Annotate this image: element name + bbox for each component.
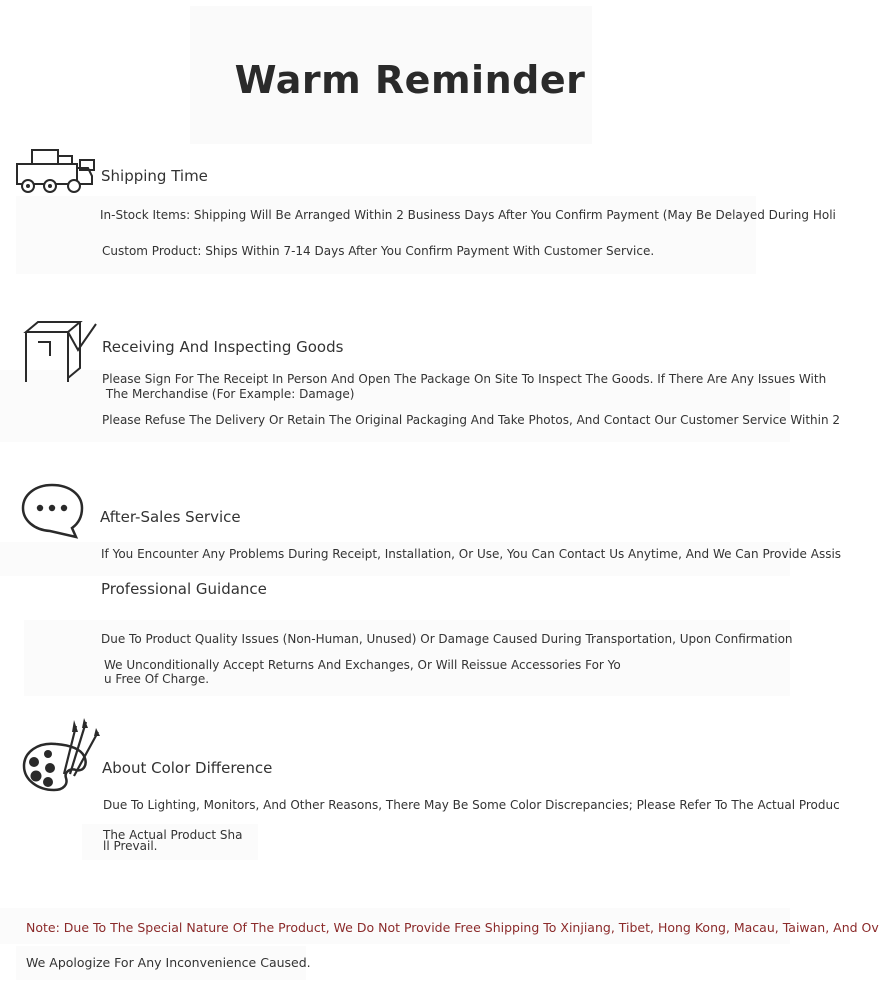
- shipping-line-1: In-Stock Items: Shipping Will Be Arranged Within 2 Business Days After You Confirm Payment (May Be Delayed During Holi: [100, 208, 836, 222]
- shipping-note: Note: Due To The Special Nature Of The Product, We Do Not Provide Free Shipping To Xinjiang, Tibet, Hong Kong, Macau, Taiwan, And Ov: [26, 920, 879, 935]
- chat-bubble-icon: [20, 482, 86, 540]
- receiving-heading: Receiving And Inspecting Goods: [102, 338, 344, 356]
- receiving-line-1: Please Sign For The Receipt In Person And Open The Package On Site To Inspect The Goods. If There Are Any Issues With: [102, 372, 827, 386]
- professional-guidance-heading: Professional Guidance: [101, 580, 267, 598]
- page-title: Warm Reminder: [234, 58, 586, 102]
- paint-palette-icon: [20, 718, 102, 792]
- color-line-2: The Actual Product Sha: [103, 828, 243, 842]
- after-sales-heading: After-Sales Service: [100, 508, 241, 526]
- receiving-line-2: The Merchandise (For Example: Damage): [102, 387, 355, 401]
- truck-icon: [14, 146, 100, 196]
- shipping-line-2: Custom Product: Ships Within 7-14 Days After You Confirm Payment With Customer Service.: [102, 244, 655, 258]
- guidance-line-2: We Unconditionally Accept Returns And Exchanges, Or Will Reissue Accessories For Yo: [104, 658, 621, 672]
- box-icon: [22, 320, 100, 386]
- guidance-line-3: u Free Of Charge.: [104, 672, 210, 686]
- apology-text: We Apologize For Any Inconvenience Caused.: [26, 955, 311, 970]
- color-heading: About Color Difference: [102, 759, 273, 777]
- color-line-1: Due To Lighting, Monitors, And Other Reasons, There May Be Some Color Discrepancies; Please Refer To The Actual Produc: [103, 798, 840, 812]
- color-line-3: ll Prevail.: [103, 839, 158, 853]
- guidance-line-1: Due To Product Quality Issues (Non-Human, Unused) Or Damage Caused During Transportation, Upon Confirmation: [101, 632, 793, 646]
- after-sales-line-1: If You Encounter Any Problems During Receipt, Installation, Or Use, You Can Contact Us Anytime, And We Can Provide Assis: [101, 547, 842, 561]
- shipping-heading: Shipping Time: [101, 167, 208, 185]
- receiving-line-3: Please Refuse The Delivery Or Retain The Original Packaging And Take Photos, And Contact Our Customer Service Within 2: [102, 413, 841, 427]
